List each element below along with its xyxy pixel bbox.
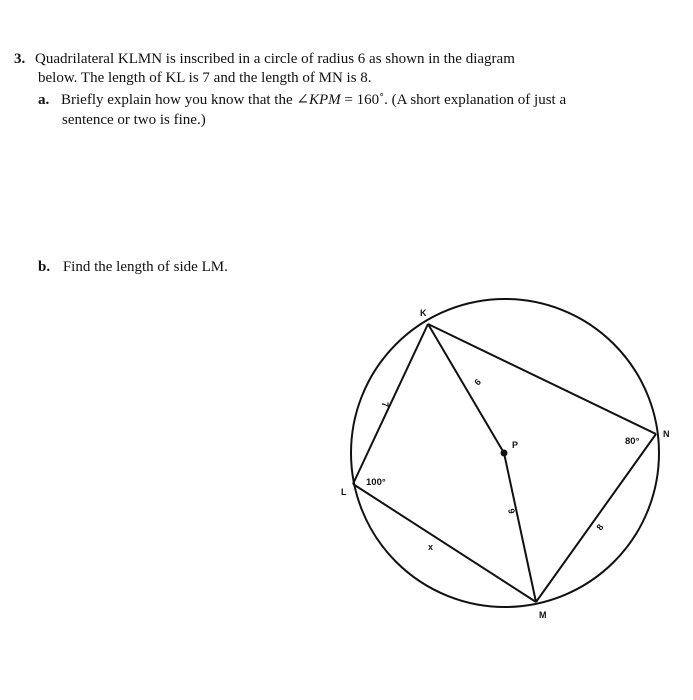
part-b-label: b. — [38, 259, 51, 275]
part-a-text-after: . (A short explanation of just a — [384, 92, 567, 108]
problem-intro-text-2: below. The length of KL is 7 and the length of MN is 8. — [38, 70, 372, 86]
part-a-equals: = 160˚ — [340, 92, 385, 108]
vertex-label-p: P — [512, 440, 519, 450]
center-point-p — [501, 450, 508, 457]
problem-intro-text-1: Quadrilateral KLMN is inscribed in a circle of radius 6 as shown in the diagram — [35, 51, 515, 67]
vertex-label-l: L — [341, 487, 347, 497]
part-a-text-2: sentence or two is fine.) — [62, 112, 206, 128]
side-label-pm: 6 — [506, 507, 517, 515]
side-label-mn: 8 — [594, 522, 606, 533]
angle-label-l: 100° — [366, 477, 386, 488]
side-nk — [428, 324, 656, 434]
side-label-kp: 6 — [472, 376, 483, 388]
vertex-label-k: K — [420, 308, 427, 318]
part-a-text-before: Briefly explain how you know that the — [61, 92, 297, 108]
radius-pm — [504, 453, 536, 602]
part-b-text: Find the length of side LM. — [62, 259, 228, 275]
angle-label-n: 80° — [625, 436, 640, 447]
vertex-label-m: M — [539, 610, 547, 620]
side-label-kl: 7 — [380, 402, 390, 408]
vertex-label-n: N — [663, 429, 670, 439]
part-a-angle-expr: ∠KPM — [296, 92, 341, 108]
side-label-lm: x — [428, 542, 434, 552]
part-a-label: a. — [38, 92, 50, 108]
problem-number: 3. — [14, 51, 26, 67]
